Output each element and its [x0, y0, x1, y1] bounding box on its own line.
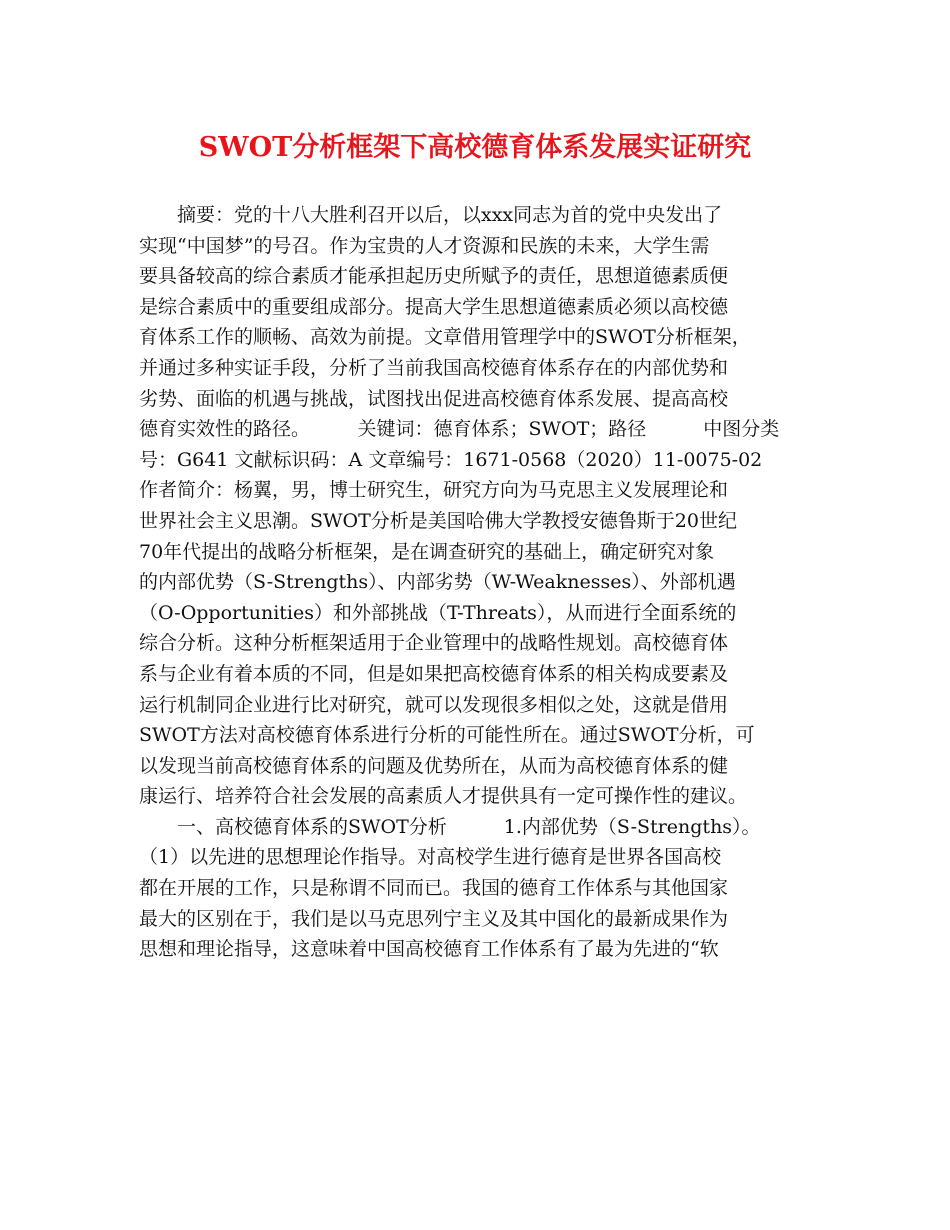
body-line: 号：G641 文献标识码：A 文章编号：1671-0568（2020）11-0075-02 — [139, 448, 763, 471]
body-line: 德育实效性的路径。 关键词：德育体系；SWOT；路径 中图分类 — [139, 418, 780, 441]
body-line: 并通过多种实证手段，分析了当前我国高校德育体系存在的内部优势和 — [139, 356, 729, 379]
body-line: 以发现当前高校德育体系的问题及优势所在，从而为高校德育体系的健 — [139, 754, 729, 777]
body-line: （1）以先进的思想理论作指导。对高校学生进行德育是世界各国高校 — [139, 846, 722, 869]
body-line: 实现“中国梦”的号召。作为宝贵的人才资源和民族的未来，大学生需 — [139, 234, 710, 257]
body-line: 思想和理论指导，这意味着中国高校德育工作体系有了最为先进的“软 — [139, 938, 719, 961]
body-line: 最大的区别在于，我们是以马克思列宁主义及其中国化的最新成果作为 — [139, 907, 729, 930]
body-line: 世界社会主义思潮。SWOT分析是美国哈佛大学教授安德鲁斯于20世纪 — [139, 509, 737, 532]
body-line: 都在开展的工作，只是称谓不同而已。我国的德育工作体系与其他国家 — [139, 877, 729, 900]
body-line: 一、高校德育体系的SWOT分析 1.内部优势（S-Strengths）。 — [139, 815, 761, 838]
document-body — [139, 200, 819, 965]
body-line: 康运行、培养符合社会发展的高素质人才提供具有一定可操作性的建议。 — [139, 785, 748, 808]
body-line: SWOT方法对高校德育体系进行分析的可能性所在。通过SWOT分析，可 — [139, 724, 755, 747]
body-line: （O-Opportunities）和外部挑战（T-Threats），从而进行全面系统的 — [139, 601, 737, 624]
body-line: 摘要：党的十八大胜利召开以后，以xxx同志为首的党中央发出了 — [139, 204, 723, 226]
body-line: 综合分析。这种分析框架适用于企业管理中的战略性规划。高校德育体 — [139, 632, 729, 655]
body-line: 70年代提出的战略分析框架，是在调查研究的基础上，确定研究对象 — [139, 540, 715, 563]
body-line: 育体系工作的顺畅、高效为前提。文章借用管理学中的SWOT分析框架， — [139, 326, 751, 349]
body-line: 运行机制同企业进行比对研究，就可以发现很多相似之处，这就是借用 — [139, 693, 729, 716]
body-line: 要具备较高的综合素质才能承担起历史所赋予的责任，思想道德素质便 — [139, 265, 729, 288]
body-line: 系与企业有着本质的不同，但是如果把高校德育体系的相关构成要素及 — [139, 662, 729, 685]
body-line: 的内部优势（S-Strengths）、内部劣势（W-Weaknesses）、外部机遇 — [139, 571, 736, 594]
body-line: 作者简介：杨翼，男，博士研究生，研究方向为马克思主义发展理论和 — [139, 479, 729, 502]
body-line: 劣势、面临的机遇与挑战，试图找出促进高校德育体系发展、提高高校 — [139, 387, 729, 410]
body-line: 是综合素质中的重要组成部分。提高大学生思想道德素质必须以高校德 — [139, 295, 729, 318]
document-title: SWOT分析框架下高校德育体系发展实证研究 — [198, 132, 752, 163]
